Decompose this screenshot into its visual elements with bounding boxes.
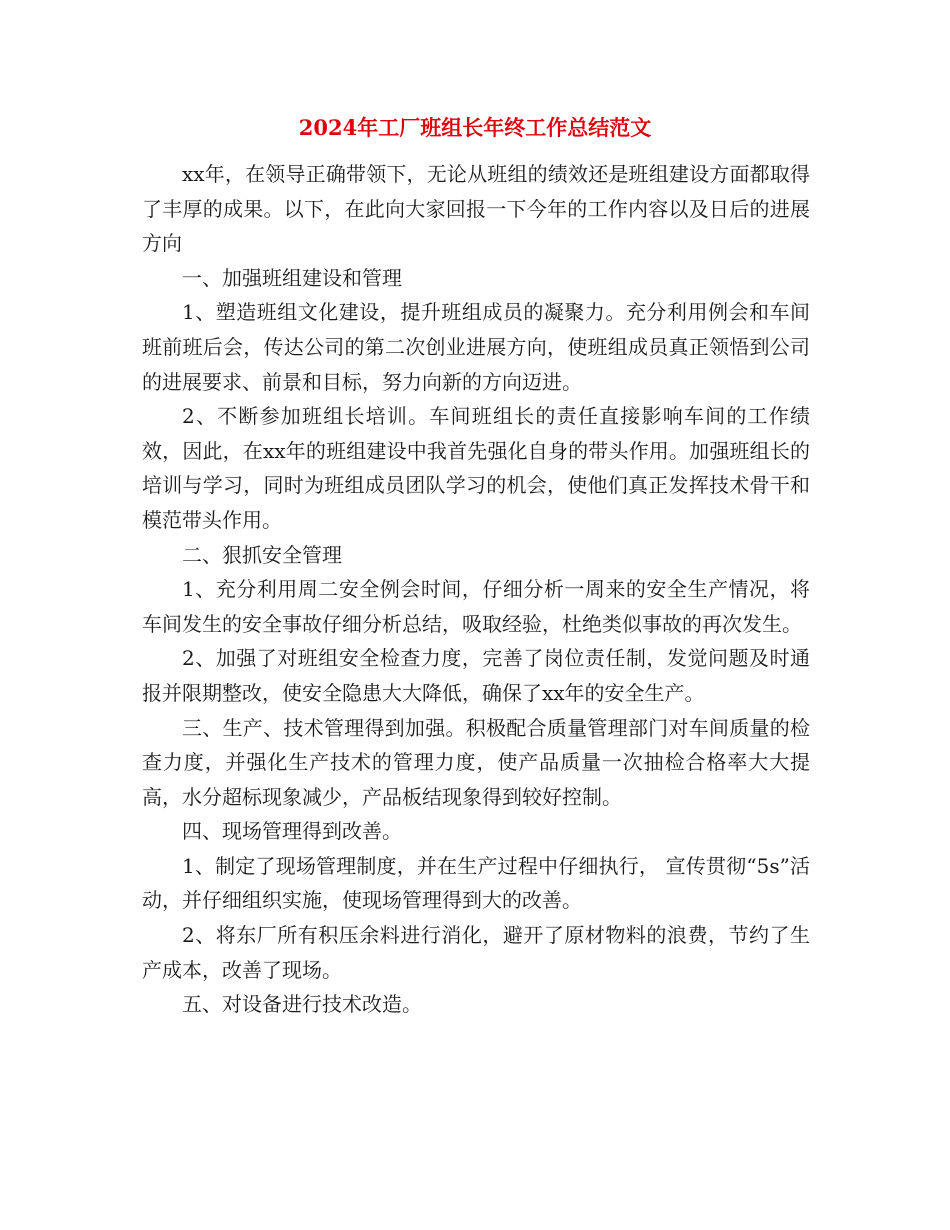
paragraph: 1、制定了现场管理制度，并在生产过程中仔细执行， 宣传贯彻“5s”活动，并仔细组织实施，使现场管理得到大的改善。 bbox=[142, 853, 810, 913]
paragraph: 2、加强了对班组安全检查力度，完善了岗位责任制，发觉问题及时通报并限期整改，使安全隐患大大降低，确保了xx年的安全生产。 bbox=[142, 646, 810, 705]
paragraph: 1、充分利用周二安全例会时间，仔细分析一周来的安全生产情况，将车间发生的安全事故仔细分析总结，吸取经验，杜绝类似事故的再次发生。 bbox=[142, 577, 810, 636]
document-body bbox=[142, 157, 810, 1022]
section-heading-1: 一、加强班组建设和管理 bbox=[182, 265, 402, 290]
section-heading-2: 二、狠抓安全管理 bbox=[182, 542, 342, 567]
document-title: 2024年工厂班组长年终工作总结范文 bbox=[298, 115, 652, 140]
section-heading-4: 四、现场管理得到改善。 bbox=[182, 819, 402, 844]
section-paragraph-3: 三、生产、技术管理得到加强。积极配合质量管理部门对车间质量的检查力度，并强化生产技术的管理力度，使产品质量一次抽检合格率大大提高，水分超标现象减少，产品板结现象得到较好控制。 bbox=[142, 715, 810, 809]
paragraph: 2、将东厂所有积压余料进行消化，避开了原材物料的浪费，节约了生产成本，改善了现场。 bbox=[142, 923, 810, 982]
section-heading-5: 五、对设备进行技术改造。 bbox=[182, 992, 422, 1017]
intro-paragraph: xx年，在领导正确带领下，无论从班组的绩效还是班组建设方面都取得了丰厚的成果。以下，在此向大家回报一下今年的工作内容以及日后的进展方向 bbox=[142, 162, 810, 256]
paragraph: 1、塑造班组文化建设，提升班组成员的凝聚力。充分利用例会和车间班前班后会，传达公司的第二次创业进展方向，使班组成员真正领悟到公司的进展要求、前景和目标，努力向新的方向迈进。 bbox=[142, 300, 810, 394]
paragraph: 2、不断参加班组长培训。车间班组长的责任直接影响车间的工作绩效，因此，在xx年的班组建设中我首先强化自身的带头作用。加强班组长的培训与学习，同时为班组成员团队学习的机会，使他们真正发挥技术骨干和模范带头作用。 bbox=[142, 404, 810, 532]
